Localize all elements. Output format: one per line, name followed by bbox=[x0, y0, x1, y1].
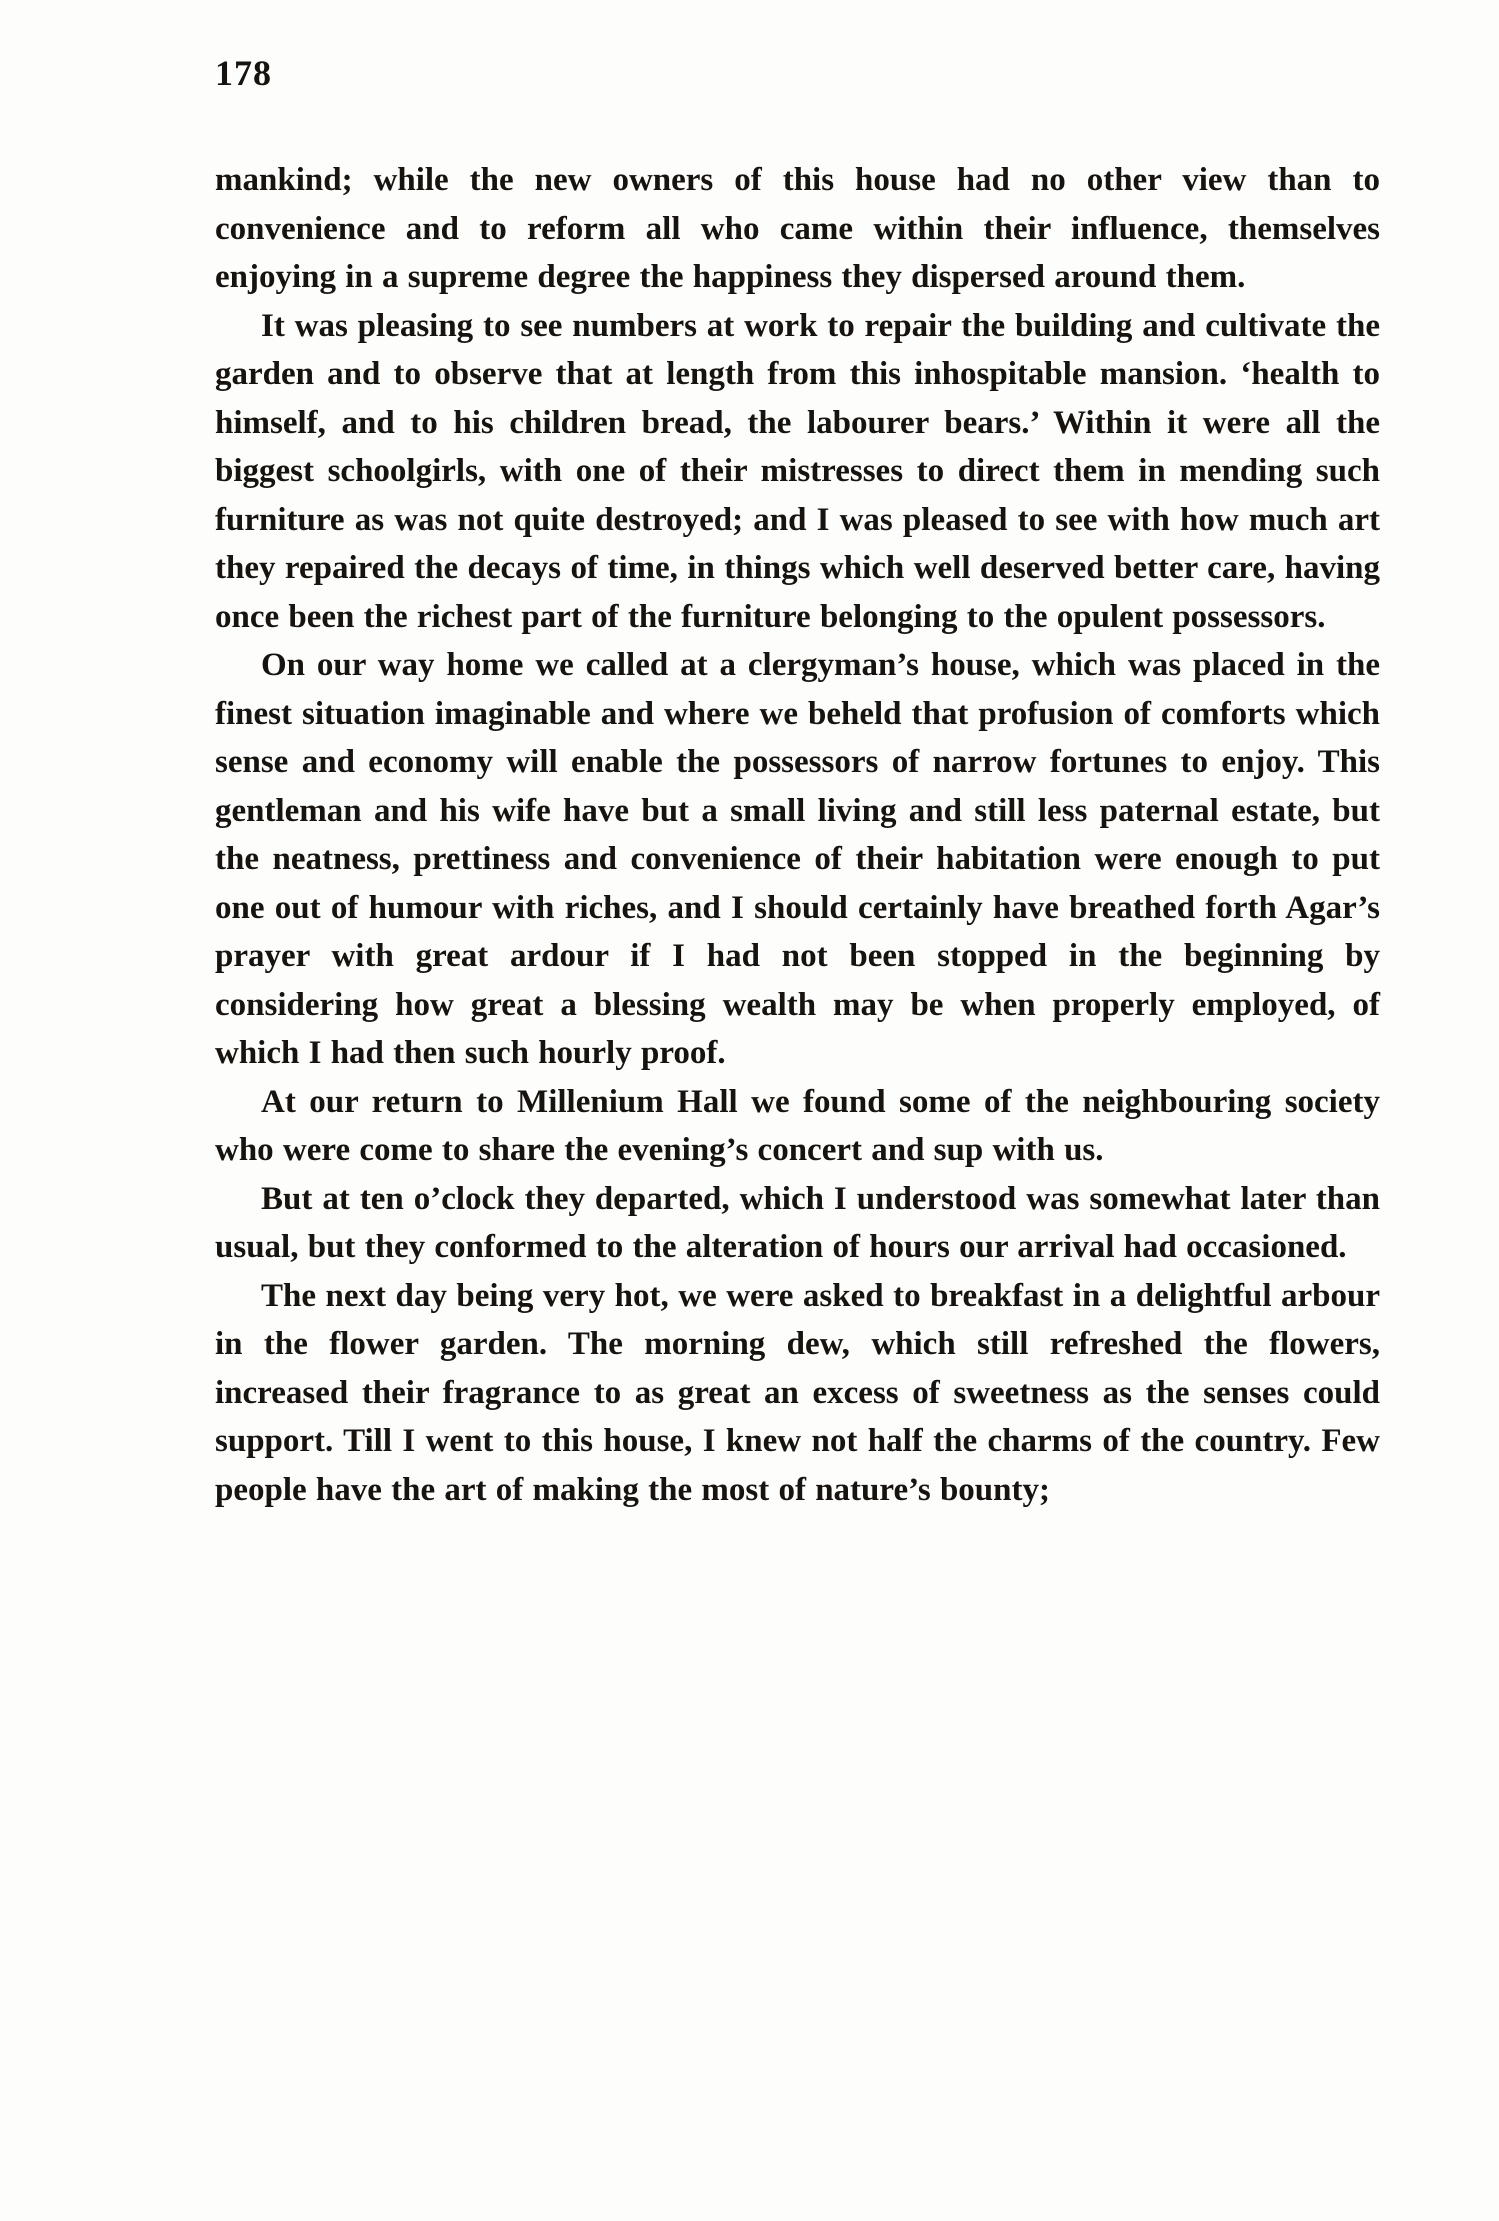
paragraph: The next day being very hot, we were asked to breakfast in a delightful arbour in the flower garden. The morning dew, which still refreshed the flowers, increased their fragrance to as great an excess of sweetness as the senses could support. Till I went to this house, I knew not half the charms of the country. Few people have the art of making the most of nature’s bounty; bbox=[215, 1277, 1380, 1508]
paragraph: At our return to Millenium Hall we found some of the neighbouring society who were come to share the evening’s concert and sup with us. bbox=[215, 1083, 1380, 1168]
paragraph: On our way home we called at a clergyman’s house, which was placed in the finest situation imaginable and where we beheld that profusion of comforts which sense and economy will enable the possessors of narrow fortunes to enjoy. This gentleman and his wife have but a small living and still less paternal estate, but the neatness, prettiness and convenience of their habitation were enough to put one out of humour with riches, and I should certainly have breathed forth Agar’s prayer with great ardour if I had not been stopped in the beginning by considering how great a blessing wealth may be when properly employed, of which I had then such hourly proof. bbox=[215, 647, 1380, 1071]
paragraph: It was pleasing to see numbers at work to repair the building and cultivate the garden and to observe that at length from this inhospitable mansion. ‘health to himself, and to his children bread, the labourer bears.’ Within it were all the biggest schoolgirls, with one of their mistresses to direct them in mending such furniture as was not quite destroyed; and I was pleased to see with how much art they repaired the decays of time, in things which well deserved better care, having once been the richest part of the furniture belonging to the opulent possessors. bbox=[215, 307, 1380, 635]
page-number: 178 bbox=[215, 53, 272, 93]
paragraph: mankind; while the new owners of this house had no other view than to convenience and to reform all who came within their influence, themselves enjoying in a supreme degree the happiness they dispersed around them. bbox=[215, 162, 1380, 295]
text-block bbox=[215, 156, 1380, 1514]
paragraph: But at ten o’clock they departed, which I understood was somewhat later than usual, but they conformed to the alteration of hours our arrival had occasioned. bbox=[215, 1180, 1380, 1265]
